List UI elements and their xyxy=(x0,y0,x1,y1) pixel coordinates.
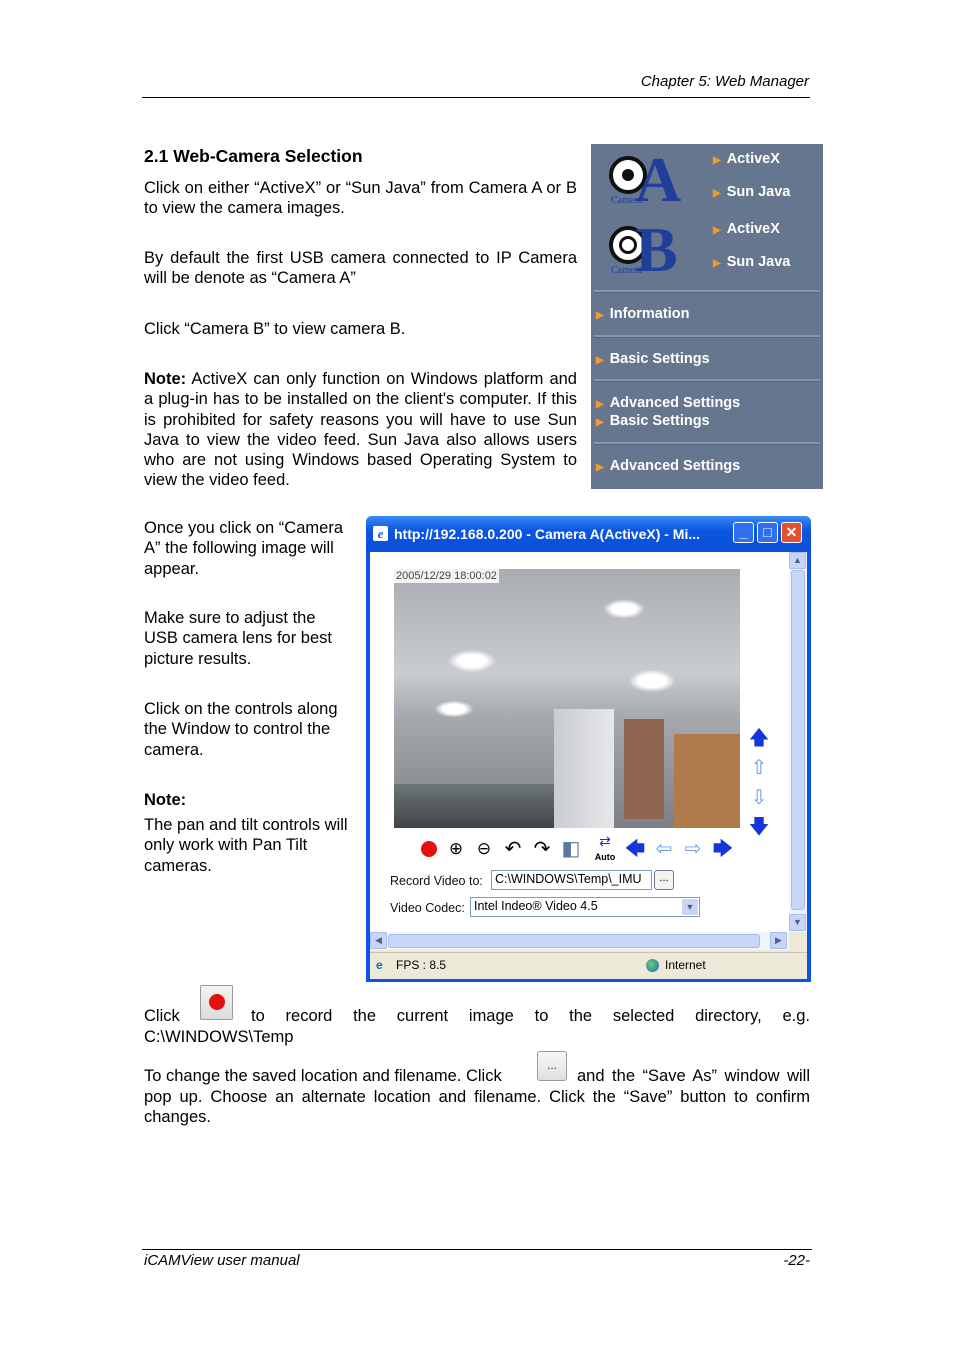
zoom-in-button[interactable]: ⊕ xyxy=(448,839,464,858)
save-text-2: and the “Save As” window will xyxy=(577,1067,810,1085)
inline-record-button-image xyxy=(200,985,233,1020)
save-text-1: To change the saved location and filename. Click xyxy=(144,1067,502,1085)
chapter-header: Chapter 5: Web Manager xyxy=(640,73,809,90)
chevron-down-icon[interactable]: ▼ xyxy=(682,899,698,915)
camera-b-word: Camera xyxy=(611,265,643,276)
scroll-right-icon[interactable]: ▶ xyxy=(770,932,787,949)
auto-pan-button[interactable] xyxy=(592,834,618,860)
video-codec-value: Intel Indeo® Video 4.5 xyxy=(474,899,598,913)
record-icon xyxy=(421,841,437,857)
scroll-up-icon[interactable]: ▲ xyxy=(789,552,806,569)
horizontal-scroll-thumb[interactable] xyxy=(388,934,760,948)
status-fps: FPS : 8.5 xyxy=(396,958,447,972)
camera-a-sunjava-link[interactable]: ▶ Sun Java xyxy=(713,184,791,200)
paragraph-3: Click “Camera B” to view camera B. xyxy=(144,320,406,338)
scroll-left-icon[interactable]: ◀ xyxy=(370,932,387,949)
arrow-right-icon: ▶ xyxy=(596,399,604,410)
auto-pan-icon: ⇄ xyxy=(599,833,611,849)
ie-icon: e xyxy=(373,526,388,541)
auto-label: Auto xyxy=(594,852,616,862)
menu-item-basic-settings-2[interactable]: ▶ Basic Settings xyxy=(596,413,710,429)
menu-divider xyxy=(594,442,820,445)
camera-b-activex-link[interactable]: ▶ ActiveX xyxy=(713,221,780,237)
internet-zone-icon xyxy=(646,959,659,972)
tilt-up-fast-button[interactable]: 🡅 xyxy=(748,727,770,749)
arrow-right-icon: ▶ xyxy=(713,155,721,166)
camera-b-logo[interactable] xyxy=(591,214,711,285)
browser-window xyxy=(366,516,811,982)
menu-item-information[interactable]: ▶ Information xyxy=(596,306,690,322)
camera-video-feed xyxy=(394,569,740,828)
save-text-3: pop up. Choose an alternate location and filename. Click the “Save” button to confirm changes. xyxy=(144,1088,810,1127)
side-paragraph-2: Make sure to adjust the USB camera lens for best picture results. xyxy=(144,609,332,668)
record-icon xyxy=(209,994,225,1010)
browse-button[interactable]: ... xyxy=(654,870,674,890)
pan-left-button[interactable]: ⇦ xyxy=(655,838,673,860)
side-note-text: The pan and tilt controls will only work with Pan Tilt cameras. xyxy=(144,816,348,875)
scroll-down-icon[interactable]: ▼ xyxy=(789,914,806,931)
page-content xyxy=(370,552,789,932)
paragraph-1: Click on either “ActiveX” or “Sun Java” from Camera A or B to view the camera images. xyxy=(144,179,577,218)
minimize-button[interactable]: _ xyxy=(733,522,754,543)
record-button[interactable] xyxy=(416,836,442,862)
footer-rule xyxy=(142,1249,812,1250)
arrow-right-icon: ▶ xyxy=(713,225,721,236)
arrow-right-icon: ▶ xyxy=(596,417,604,428)
horizontal-scrollbar[interactable] xyxy=(370,932,789,950)
browser-title: http://192.168.0.200 - Camera A(ActiveX) - Mi... xyxy=(394,526,701,542)
maximize-button[interactable]: □ xyxy=(757,522,778,543)
rotate-right-button[interactable]: ↷ xyxy=(533,838,551,860)
side-paragraph-3: Click on the controls along the Window to control the camera. xyxy=(144,700,338,759)
video-codec-label: Video Codec: xyxy=(390,901,465,915)
record-path-input[interactable]: C:\WINDOWS\Temp\_IMU xyxy=(491,870,652,890)
section-title: 2.1 Web-Camera Selection xyxy=(144,146,363,166)
pan-right-fast-button[interactable]: 🡆 xyxy=(712,838,734,860)
camera-a-logo[interactable] xyxy=(591,144,711,215)
paragraph-2: By default the first USB camera connected to IP Camera will be denote as “Camera A” xyxy=(144,249,577,288)
pan-left-fast-button[interactable]: 🡄 xyxy=(624,838,646,860)
camera-a-word: Camera xyxy=(611,195,643,206)
camera-menu-panel xyxy=(591,144,823,489)
rotate-left-button[interactable]: ↶ xyxy=(504,838,522,860)
inline-browse-button-image: ... xyxy=(537,1051,567,1081)
record-video-label: Record Video to: xyxy=(390,874,483,888)
note-text: ActiveX can only function on Windows platform and a plug-in has to be installed on the client's computer. If this is prohibited for safety reasons you will have to use Sun Java to view the video feed. Sun Java also allows users who are not using Windows based Operating System to view the video feed. xyxy=(144,370,577,490)
camera-b-letter: B xyxy=(635,214,678,285)
tilt-down-fast-button[interactable]: 🡇 xyxy=(748,816,770,838)
footer-page-number: -22- xyxy=(783,1252,810,1269)
tilt-up-button[interactable]: ⇧ xyxy=(750,757,768,779)
tilt-down-button[interactable]: ⇩ xyxy=(750,787,768,809)
record-text-path: C:\WINDOWS\Temp xyxy=(144,1028,294,1046)
status-zone: Internet xyxy=(665,958,706,972)
note-label: Note: xyxy=(144,370,187,388)
arrow-right-icon: ▶ xyxy=(596,462,604,473)
pan-right-button[interactable]: ⇨ xyxy=(684,838,702,860)
record-text-click: Click xyxy=(144,1007,180,1025)
mirror-button[interactable]: ◧ xyxy=(561,838,581,860)
arrow-right-icon: ▶ xyxy=(713,188,721,199)
close-button[interactable]: ✕ xyxy=(781,522,802,543)
menu-divider xyxy=(594,335,820,338)
menu-item-advanced-settings[interactable]: ▶ Advanced Settings xyxy=(596,395,741,411)
arrow-right-icon: ▶ xyxy=(596,355,604,366)
camera-a-letter: A xyxy=(635,144,682,215)
menu-divider xyxy=(594,290,820,293)
video-codec-select[interactable] xyxy=(470,897,700,917)
browser-titlebar[interactable] xyxy=(366,516,811,552)
vertical-scroll-thumb[interactable] xyxy=(791,570,805,910)
menu-item-advanced-settings-2[interactable]: ▶ Advanced Settings xyxy=(596,458,741,474)
browser-client-area xyxy=(370,552,807,978)
side-paragraph-1: Once you click on “Camera A” the following image will appear. xyxy=(144,519,343,578)
camera-b-sunjava-link[interactable]: ▶ Sun Java xyxy=(713,254,791,270)
camera-a-activex-link[interactable]: ▶ ActiveX xyxy=(713,151,780,167)
arrow-right-icon: ▶ xyxy=(596,310,604,321)
video-timestamp: 2005/12/29 18:00:02 xyxy=(396,570,497,582)
side-note-label: Note: xyxy=(144,791,187,809)
note-paragraph xyxy=(144,369,577,491)
page-icon: e xyxy=(376,958,383,972)
zoom-out-button[interactable]: ⊖ xyxy=(476,839,492,858)
menu-item-basic-settings[interactable]: ▶ Basic Settings xyxy=(596,351,710,367)
header-rule xyxy=(142,97,810,98)
status-bar xyxy=(370,952,807,979)
vertical-scrollbar[interactable] xyxy=(789,552,807,932)
arrow-right-icon: ▶ xyxy=(713,258,721,269)
menu-divider xyxy=(594,379,820,382)
record-text-rest: to record the current image to the selected directory, e.g. xyxy=(251,1007,810,1025)
footer-manual-title: iCAMView user manual xyxy=(144,1252,300,1269)
